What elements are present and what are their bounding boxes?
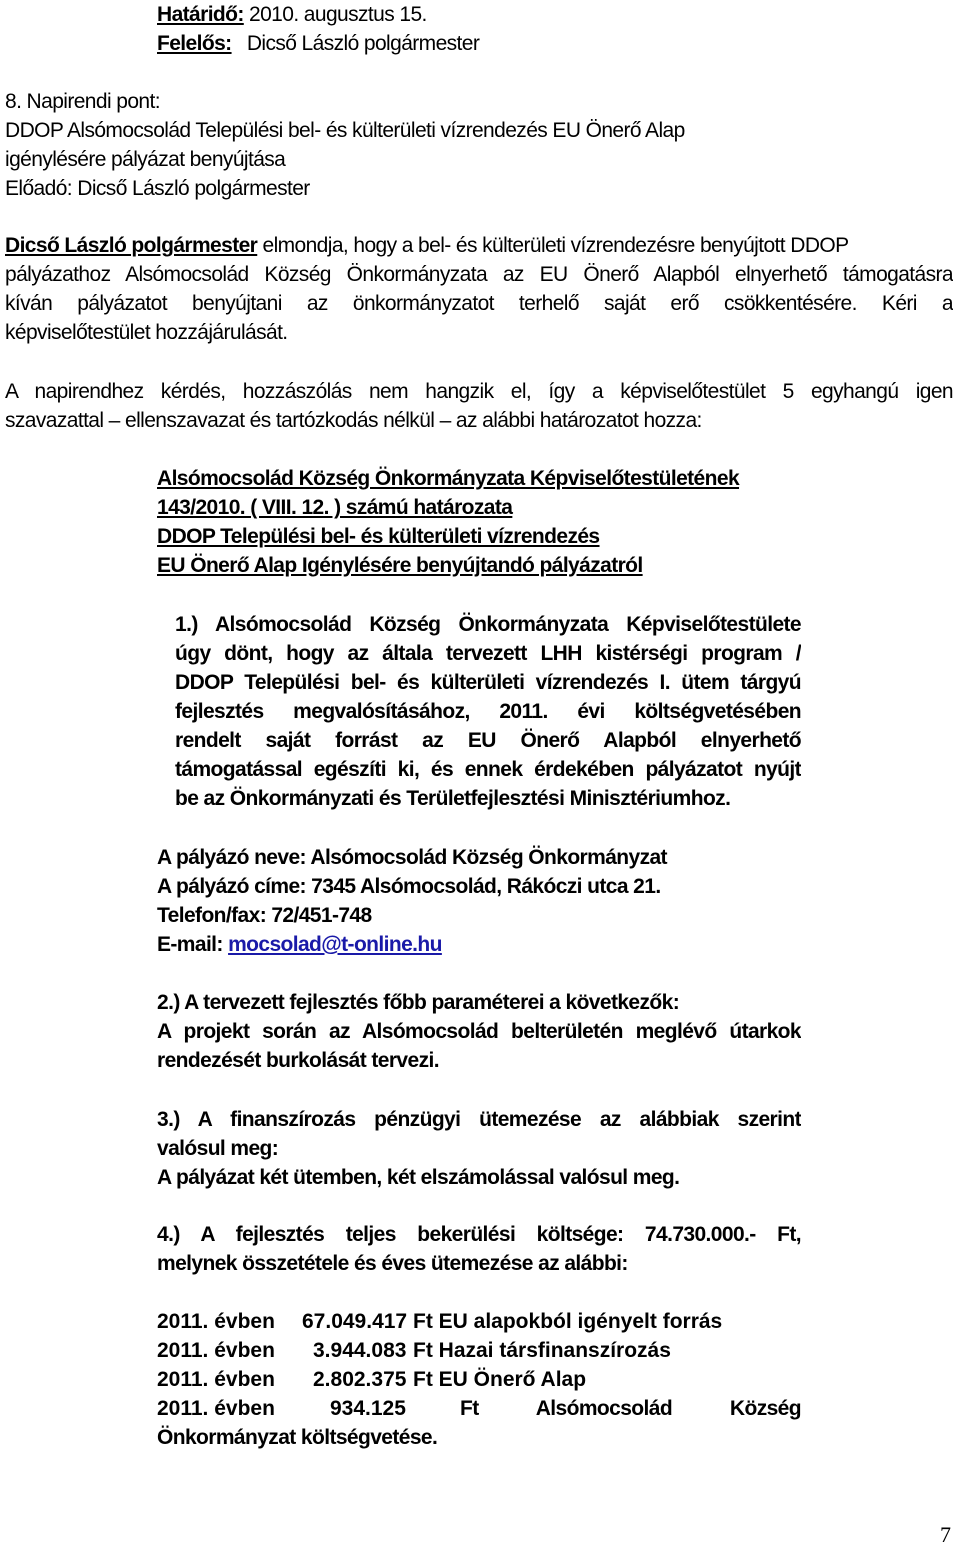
- schedule-amount: 934.125: [330, 1397, 406, 1420]
- point1-line-5: rendelt saját forrást az EU Önerő Alapból elnyerhető: [175, 729, 801, 752]
- intro-line-2: pályázathoz Alsómocsolád Község Önkormányzata az EU Önerő Alapból elnyerhető támogatásra: [5, 263, 953, 286]
- point1-line-1: 1.) Alsómocsolád Község Önkormányzata Képviselőtestülete: [175, 613, 801, 636]
- point1-line-7: be az Önkormányzati és Területfejlesztési Minisztériumhoz.: [175, 787, 731, 810]
- intro-speaker: Dicső László polgármester: [5, 234, 258, 257]
- point1-line-6: támogatással egészíti ki, és ennek érdekében pályázatot nyújt: [175, 758, 801, 781]
- schedule-amount: 2.802.375: [313, 1368, 407, 1391]
- applicant-phone: Telefon/fax: 72/451-748: [157, 904, 372, 927]
- vote-line-2: szavazattal – ellenszavazat és tartózkodás nélkül – az alábbi határozatot hozza:: [5, 409, 702, 432]
- responsible-label: Felelős:: [157, 32, 232, 55]
- resolution-title-2: 143/2010. ( VIII. 12. ) számú határozata: [157, 496, 513, 519]
- point2-line-1: 2.) A tervezett fejlesztés főbb paraméterei a következők:: [157, 991, 680, 1014]
- vote-line-1: A napirendhez kérdés, hozzászólás nem hangzik el, így a képviselőtestület 5 egyhangú igen: [5, 380, 953, 403]
- point3-line-3: A pályázat két ütemben, két elszámolással valósul meg.: [157, 1166, 680, 1189]
- resolution-title-1: Alsómocsolád Község Önkormányzata Képviselőtestületének: [157, 467, 740, 490]
- deadline-line: [157, 0, 427, 29]
- schedule-tail: Önkormányzat költségvetése.: [157, 1426, 438, 1449]
- point1-line-2: úgy dönt, hogy az általa tervezett LHH kistérségi program /: [175, 642, 801, 665]
- agenda-line-1: DDOP Alsómocsolád Települési bel- és külterületi vízrendezés EU Önerő Alap: [5, 119, 685, 142]
- intro-line-4: képviselőtestület hozzájárulását.: [5, 321, 288, 344]
- applicant-address: A pályázó címe: 7345 Alsómocsolád, Rákóczi utca 21.: [157, 875, 661, 898]
- point3-line-2: valósul meg:: [157, 1137, 279, 1160]
- resolution-title-4: EU Önerő Alap Igénylésére benyújtandó pályázatról: [157, 554, 643, 577]
- intro-line-3: kíván pályázatot benyújtani az önkormányzatot terhelő saját erő csökkentésére. Kéri a: [5, 292, 953, 315]
- schedule-amount: 67.049.417: [302, 1310, 408, 1333]
- point1-line-4: fejlesztés megvalósításához, 2011. évi költségvetésében: [175, 700, 801, 723]
- applicant-email-link[interactable]: mocsolad@t-online.hu: [228, 933, 442, 956]
- point2-line-2: A projekt során az Alsómocsolád belterületén meglévő útarkok: [157, 1020, 801, 1043]
- schedule-year: 2011. évben: [157, 1368, 275, 1391]
- deadline-label: Határidő:: [157, 3, 244, 26]
- responsible-line: [157, 29, 479, 58]
- schedule-desc: Ft EU Önerő Alap: [413, 1368, 587, 1391]
- point1-line-3: DDOP Települési bel- és külterületi vízrendezés I. ütem tárgyú: [175, 671, 801, 694]
- point4-line-1: 4.) A fejlesztés teljes bekerülési költsége: 74.730.000.- Ft,: [157, 1223, 801, 1246]
- responsible-value: Dicső László polgármester: [246, 32, 480, 55]
- applicant-email-label: E-mail:: [157, 933, 229, 956]
- schedule-desc: Ft Hazai társfinanszírozás: [413, 1339, 671, 1362]
- schedule-amount: 3.944.083: [313, 1339, 407, 1362]
- agenda-title: 8. Napirendi pont:: [5, 90, 160, 113]
- deadline-value: 2010. augusztus 15.: [243, 3, 427, 26]
- point4-line-2: melynek összetétele és éves ütemezése az alábbi:: [157, 1252, 628, 1275]
- resolution-title-3: DDOP Települési bel- és külterületi vízrendezés: [157, 525, 600, 548]
- agenda-presenter: Előadó: Dicső László polgármester: [5, 177, 310, 200]
- point2-line-3: rendezését burkolását tervezi.: [157, 1049, 439, 1072]
- intro-line-1: [5, 231, 849, 260]
- schedule-year: 2011. évben: [157, 1310, 275, 1333]
- schedule-desc: Ft Alsómocsolád Község: [460, 1397, 801, 1420]
- applicant-email-line: [157, 930, 442, 959]
- schedule-year: 2011. évben: [157, 1397, 275, 1420]
- schedule-year: 2011. évben: [157, 1339, 275, 1362]
- page-number: 7: [940, 1522, 951, 1547]
- intro-text-1: elmondja, hogy a bel- és külterületi vízrendezésre benyújtott DDOP: [257, 234, 849, 257]
- agenda-line-2: igénylésére pályázat benyújtása: [5, 148, 286, 171]
- applicant-name: A pályázó neve: Alsómocsolád Község Önkormányzat: [157, 846, 667, 869]
- schedule-desc: Ft EU alapokból igényelt forrás: [413, 1310, 723, 1333]
- point3-line-1: 3.) A finanszírozás pénzügyi ütemezése az alábbiak szerint: [157, 1108, 801, 1131]
